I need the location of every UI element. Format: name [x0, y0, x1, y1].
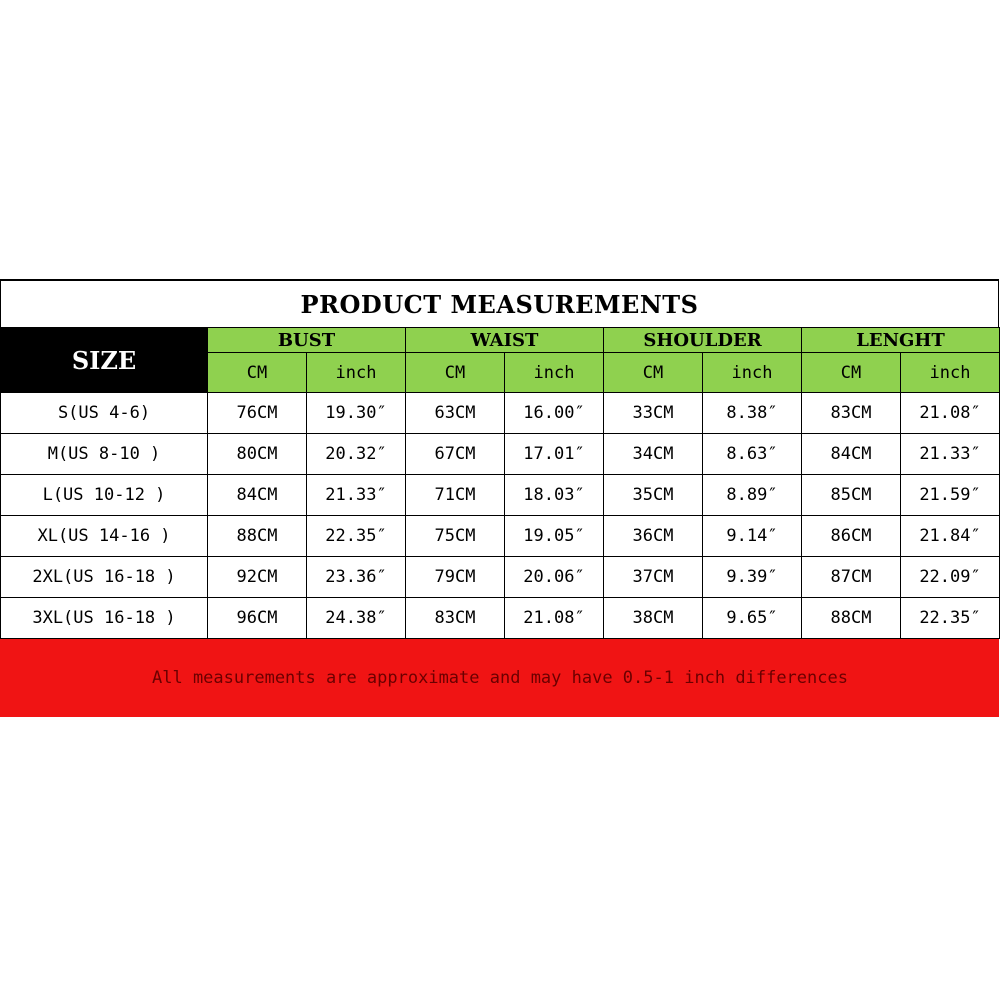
bust-cm-cell: 84CM: [208, 475, 307, 516]
unit-header-inch: inch: [703, 353, 802, 393]
waist-cm-cell: 67CM: [406, 434, 505, 475]
size-label: 3XL(US 16-18 ): [1, 598, 208, 639]
length-inch-cell: 21.08″: [901, 393, 1000, 434]
group-header-bust: BUST: [208, 328, 406, 353]
length-cm-cell: 86CM: [802, 516, 901, 557]
bust-inch-cell: 19.30″: [307, 393, 406, 434]
disclaimer-text: All measurements are approximate and may have 0.5-1 inch differences: [152, 668, 848, 688]
unit-header-cm: CM: [406, 353, 505, 393]
unit-header-inch: inch: [901, 353, 1000, 393]
waist-cm-cell: 75CM: [406, 516, 505, 557]
length-inch-cell: 21.59″: [901, 475, 1000, 516]
shoulder-cm-cell: 33CM: [604, 393, 703, 434]
table-row: [1, 516, 1000, 557]
shoulder-inch-cell: 9.39″: [703, 557, 802, 598]
table-row: [1, 393, 1000, 434]
bust-cm-cell: 76CM: [208, 393, 307, 434]
size-chart: [0, 279, 999, 717]
shoulder-inch-cell: 9.14″: [703, 516, 802, 557]
shoulder-cm-cell: 34CM: [604, 434, 703, 475]
bust-cm-cell: 80CM: [208, 434, 307, 475]
shoulder-inch-cell: 8.89″: [703, 475, 802, 516]
waist-inch-cell: 16.00″: [505, 393, 604, 434]
shoulder-inch-cell: 9.65″: [703, 598, 802, 639]
length-cm-cell: 84CM: [802, 434, 901, 475]
waist-inch-cell: 18.03″: [505, 475, 604, 516]
disclaimer-banner: [0, 639, 999, 717]
group-header-waist: WAIST: [406, 328, 604, 353]
unit-header-inch: inch: [505, 353, 604, 393]
size-label: M(US 8-10 ): [1, 434, 208, 475]
bust-cm-cell: 88CM: [208, 516, 307, 557]
size-label: S(US 4-6): [1, 393, 208, 434]
size-label: 2XL(US 16-18 ): [1, 557, 208, 598]
bust-inch-cell: 20.32″: [307, 434, 406, 475]
waist-cm-cell: 83CM: [406, 598, 505, 639]
length-inch-cell: 21.33″: [901, 434, 1000, 475]
size-label: XL(US 14-16 ): [1, 516, 208, 557]
waist-inch-cell: 21.08″: [505, 598, 604, 639]
length-cm-cell: 87CM: [802, 557, 901, 598]
length-inch-cell: 21.84″: [901, 516, 1000, 557]
bust-inch-cell: 22.35″: [307, 516, 406, 557]
length-cm-cell: 88CM: [802, 598, 901, 639]
bust-cm-cell: 96CM: [208, 598, 307, 639]
table-row: [1, 598, 1000, 639]
unit-header-inch: inch: [307, 353, 406, 393]
shoulder-cm-cell: 36CM: [604, 516, 703, 557]
size-label: L(US 10-12 ): [1, 475, 208, 516]
bust-inch-cell: 24.38″: [307, 598, 406, 639]
waist-inch-cell: 19.05″: [505, 516, 604, 557]
table-row: [1, 475, 1000, 516]
group-header-length: LENGHT: [802, 328, 1000, 353]
length-inch-cell: 22.09″: [901, 557, 1000, 598]
shoulder-cm-cell: 38CM: [604, 598, 703, 639]
table-row: [1, 557, 1000, 598]
group-header-row: [1, 328, 1000, 353]
waist-cm-cell: 63CM: [406, 393, 505, 434]
bust-inch-cell: 21.33″: [307, 475, 406, 516]
waist-inch-cell: 20.06″: [505, 557, 604, 598]
waist-cm-cell: 71CM: [406, 475, 505, 516]
group-header-shoulder: SHOULDER: [604, 328, 802, 353]
table-row: [1, 434, 1000, 475]
bust-cm-cell: 92CM: [208, 557, 307, 598]
shoulder-cm-cell: 35CM: [604, 475, 703, 516]
shoulder-inch-cell: 8.38″: [703, 393, 802, 434]
bust-inch-cell: 23.36″: [307, 557, 406, 598]
waist-cm-cell: 79CM: [406, 557, 505, 598]
length-cm-cell: 85CM: [802, 475, 901, 516]
shoulder-cm-cell: 37CM: [604, 557, 703, 598]
size-column-header: SIZE: [1, 328, 208, 393]
length-inch-cell: 22.35″: [901, 598, 1000, 639]
measurements-table: [0, 327, 1000, 639]
unit-header-cm: CM: [604, 353, 703, 393]
unit-header-cm: CM: [802, 353, 901, 393]
unit-header-cm: CM: [208, 353, 307, 393]
shoulder-inch-cell: 8.63″: [703, 434, 802, 475]
waist-inch-cell: 17.01″: [505, 434, 604, 475]
chart-title: PRODUCT MEASUREMENTS: [0, 279, 999, 327]
length-cm-cell: 83CM: [802, 393, 901, 434]
